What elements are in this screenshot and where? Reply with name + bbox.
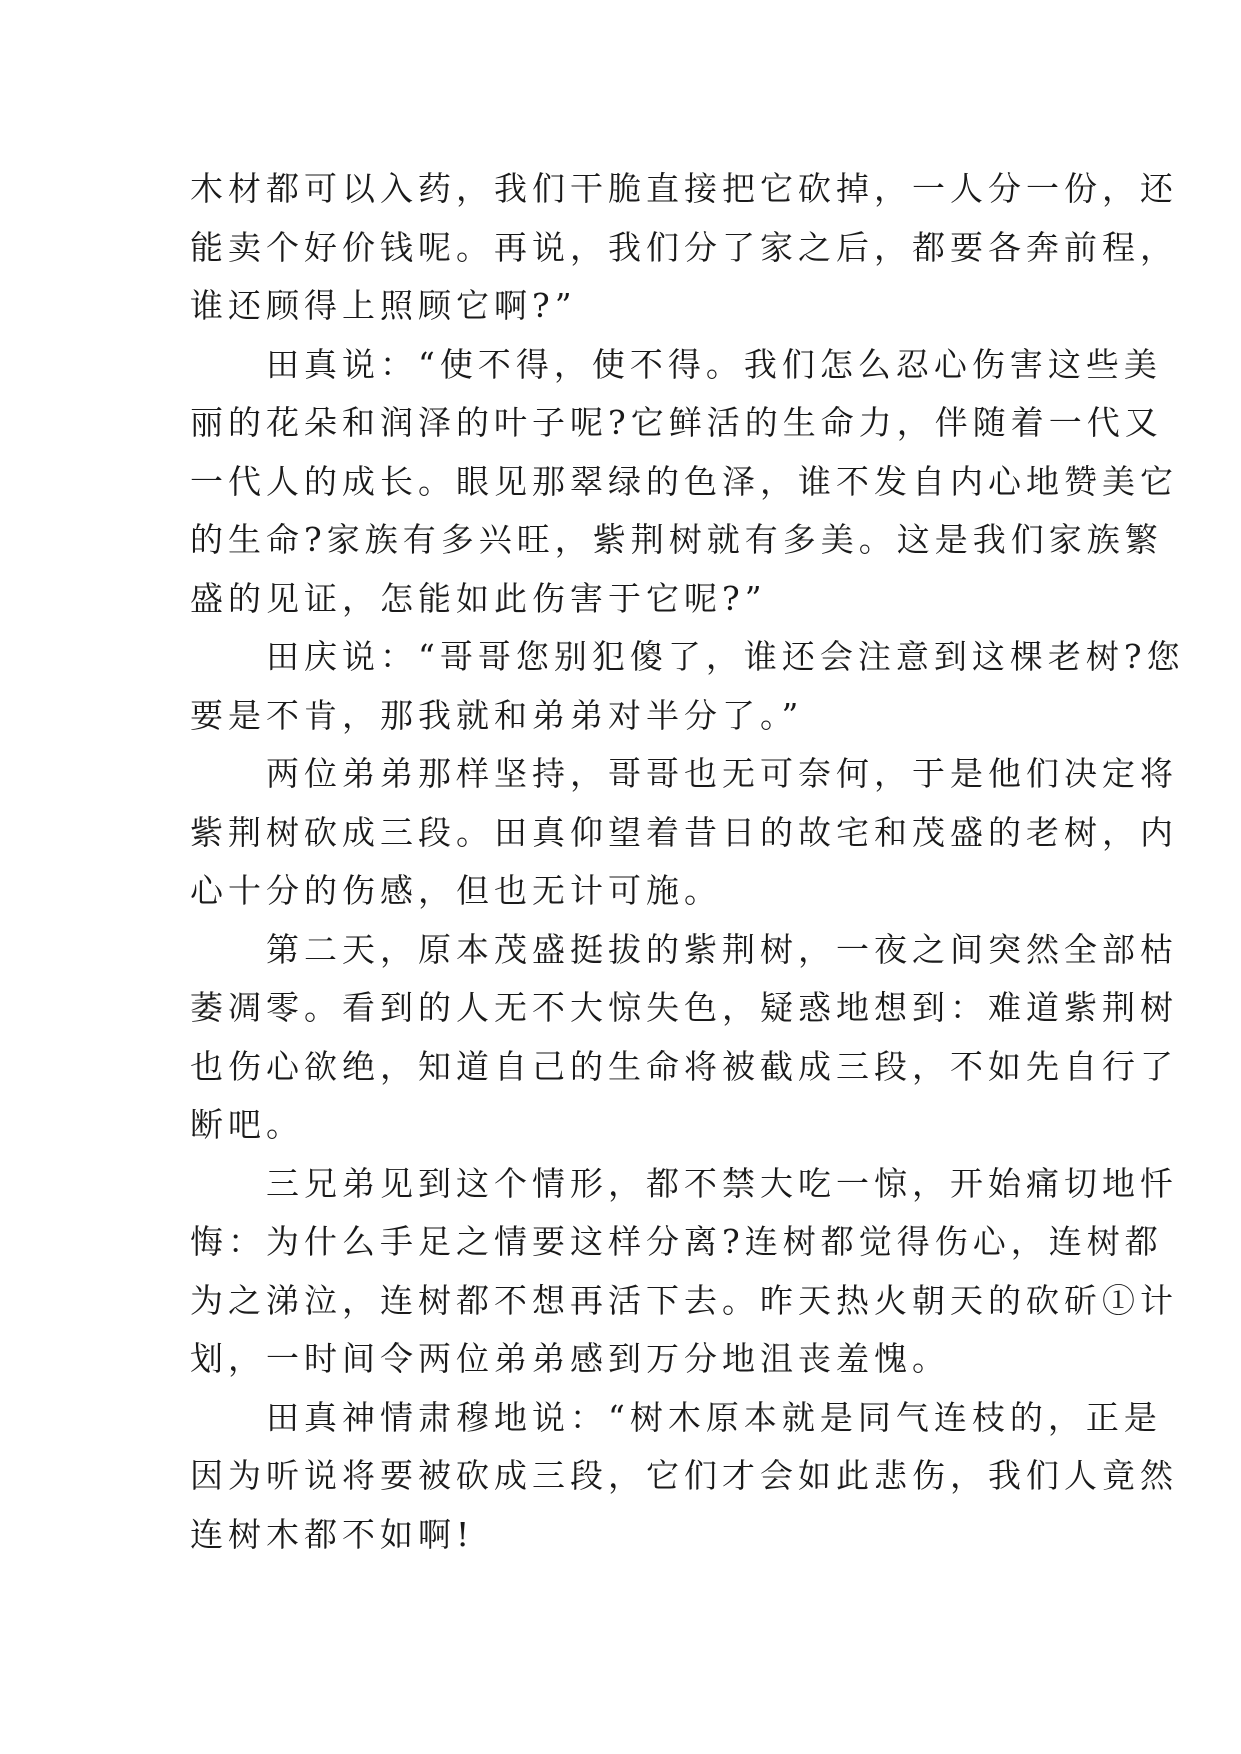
text-line: 断吧。 [190,1105,304,1144]
paragraph-first-line: 两位弟弟那样坚持，哥哥也无可奈何，于是他们决定将 [266,754,1178,793]
text-line: 能卖个好价钱呢。再说，我们分了家之后，都要各奔前程， [190,227,1178,267]
text-line: 一代人的成长。眼见那翠绿的色泽，谁不发自内心地赞美它 [190,461,1178,501]
text-line: 谁还顾得上照顾它啊?” [190,286,577,325]
paragraph-first-line: 田真说：“使不得，使不得。我们怎么忍心伤害这些美 [266,344,1162,384]
text-line: 连树木都不如啊! [190,1514,475,1554]
text-line: 萎凋零。看到的人无不大惊失色，疑惑地想到：难道紫荆树 [190,988,1178,1027]
text-line: 也伤心欲绝，知道自己的生命将被截成三段，不如先自行了 [190,1046,1178,1086]
text-line: 木材都可以入药，我们干脆直接把它砍掉，一人分一份，还 [190,169,1178,208]
paragraph-first-line: 三兄弟见到这个情形，都不禁大吃一惊，开始痛切地忏 [266,1163,1178,1203]
paragraph-first-line: 第二天，原本茂盛挺拔的紫荆树，一夜之间突然全部枯 [266,929,1178,969]
document-body [190,160,1185,1564]
text-line: 心十分的伤感，但也无计可施。 [190,871,722,910]
paragraph-first-line: 田庆说：“哥哥您别犯傻了，谁还会注意到这棵老树?您 [266,637,1185,676]
paragraph-first-line: 田真神情肃穆地说：“树木原本就是同气连枝的，正是 [266,1397,1162,1437]
text-line: 盛的见证，怎能如此伤害于它呢?” [190,578,767,618]
text-line: 丽的花朵和润泽的叶子呢?它鲜活的生命力，伴随着一代又 [190,403,1163,442]
text-line: 的生命?家族有多兴旺，紫荆树就有多美。这是我们家族繁 [190,520,1163,559]
text-line: 为之涕泣，连树都不想再活下去。昨天热火朝天的砍斫①计 [190,1280,1178,1320]
text-line: 要是不肯，那我就和弟弟对半分了。” [190,695,804,735]
text-line: 紫荆树砍成三段。田真仰望着昔日的故宅和茂盛的老树，内 [190,812,1178,852]
text-line: 划，一时间令两位弟弟感到万分地沮丧羞愧。 [190,1339,950,1378]
text-line: 因为听说将要被砍成三段，它们才会如此悲伤，我们人竟然 [190,1456,1178,1495]
text-line: 悔：为什么手足之情要这样分离?连树都觉得伤心，连树都 [190,1222,1163,1261]
